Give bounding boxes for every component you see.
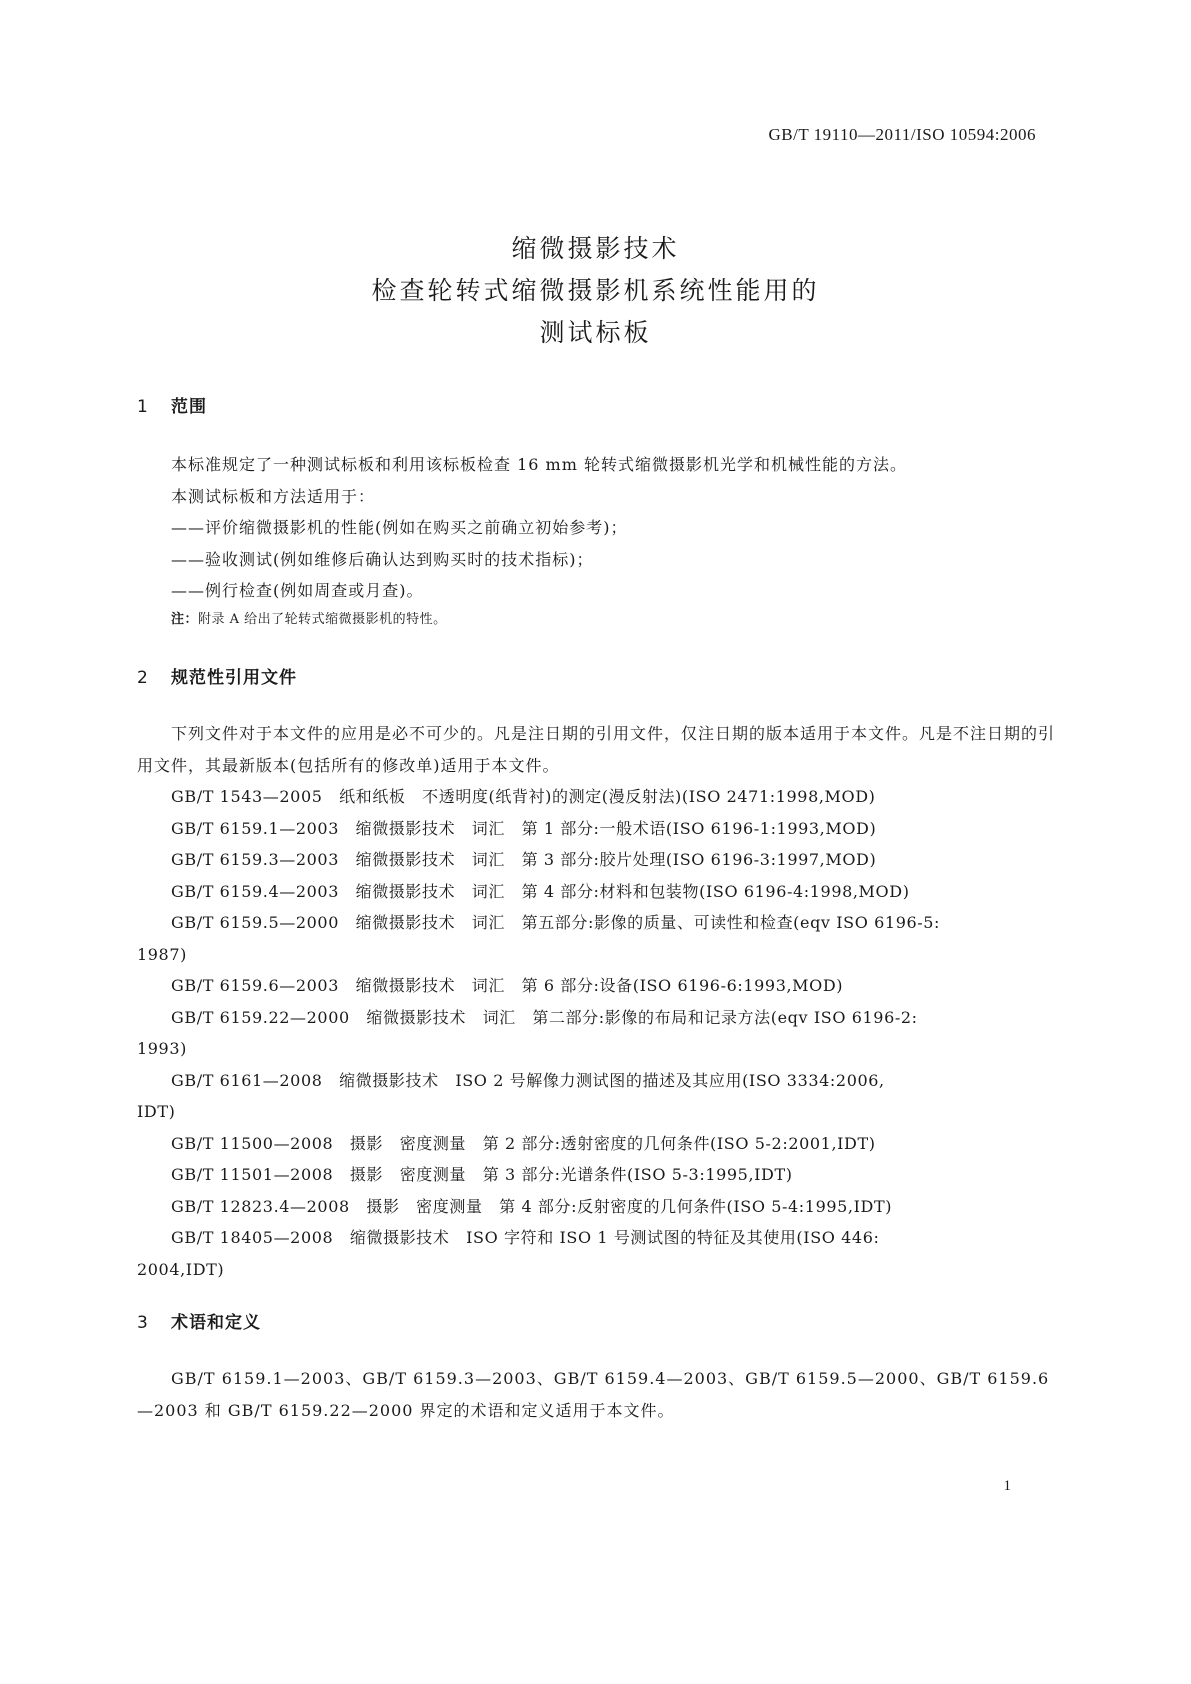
section-number: 3: [137, 1313, 149, 1333]
reference-text: GB/T 6161—2008 缩微摄影技术 ISO 2 号解像力测试图的描述及其应用(ISO 3334:2006,: [171, 1070, 885, 1090]
scope-paragraph-1: 本标准规定了一种测试标板和利用该标板检查 16 mm 轮转式缩微摄影机光学和机械性能的方法。: [171, 455, 907, 474]
title-line-2: 检查轮转式缩微摄影机系统性能用的: [371, 276, 820, 305]
standard-number-header: GB/T 19110—2011/ISO 10594:2006: [768, 125, 1036, 144]
reference-entry: [137, 781, 1057, 813]
reference-text: GB/T 18405—2008 缩微摄影技术 ISO 字符和 ISO 1 号测试图的特征及其使用(ISO 446:: [171, 1228, 880, 1247]
section-title: 术语和定义: [171, 1313, 261, 1333]
reference-text: GB/T 6159.4—2003 缩微摄影技术 词汇 第 4 部分:材料和包装物(ISO 6196-4:1998,MOD): [171, 881, 910, 901]
section-heading-references: [137, 663, 1057, 688]
document-title: [0, 228, 1191, 354]
note-label: 注：: [171, 611, 199, 627]
section-references: [137, 663, 1057, 688]
scope-paragraph-2: 本测试标板和方法适用于：: [171, 486, 376, 506]
section-scope-body: [137, 449, 1057, 633]
references-intro: 下列文件对于本文件的应用是必不可少的。凡是注日期的引用文件，仅注日期的版本适用于本文件。凡是不注日期的引用文件，其最新版本(包括所有的修改单)适用于本文件。: [137, 724, 1056, 775]
section-title: 规范性引用文件: [171, 668, 297, 688]
reference-text: GB/T 6159.6—2003 缩微摄影技术 词汇 第 6 部分:设备(ISO 6196-6:1993,MOD): [171, 976, 844, 995]
scope-item-3: ——例行检查(例如周查或月查)。: [171, 581, 424, 600]
reference-text: GB/T 11501—2008 摄影 密度测量 第 3 部分:光谱条件(ISO 5-3:1995,IDT): [171, 1165, 793, 1184]
reference-entry: [137, 907, 1057, 970]
reference-entry: [137, 1002, 1057, 1065]
reference-entry: [137, 1065, 1057, 1128]
reference-text-continuation: 1993): [137, 1039, 187, 1058]
section-number: 2: [137, 668, 149, 688]
section-references-body: [137, 718, 1057, 1285]
reference-entry: [137, 844, 1057, 876]
reference-list: [137, 781, 1057, 1285]
reference-entry: [137, 1191, 1057, 1223]
scope-item-1: ——评价缩微摄影机的性能(例如在购买之前确立初始参考)；: [171, 518, 628, 537]
section-title: 范围: [171, 397, 207, 417]
scope-note: [137, 607, 1057, 633]
reference-entry: [137, 876, 1057, 908]
reference-text-continuation: 1987): [137, 944, 187, 964]
reference-entry: [137, 813, 1057, 845]
title-line-3: 测试标板: [539, 318, 652, 347]
reference-text-continuation: IDT): [137, 1102, 176, 1121]
section-terms-body: [137, 1363, 1057, 1426]
reference-text: GB/T 6159.5—2000 缩微摄影技术 词汇 第五部分:影像的质量、可读性和检查(eqv ISO 6196-5:: [171, 913, 941, 932]
reference-text: GB/T 11500—2008 摄影 密度测量 第 2 部分:透射密度的几何条件(ISO 5-2:2001,IDT): [171, 1133, 876, 1153]
scope-item-2: ——验收测试(例如维修后确认达到购买时的技术指标)；: [171, 549, 594, 569]
reference-text: GB/T 6159.3—2003 缩微摄影技术 词汇 第 3 部分:胶片处理(ISO 6196-3:1997,MOD): [171, 850, 877, 869]
section-scope: [137, 392, 1057, 417]
terms-paragraph: GB/T 6159.1—2003、GB/T 6159.3—2003、GB/T 6159.4—2003、GB/T 6159.5—2000、GB/T 6159.6—2003 和 GB/T 6159.22—2000 界定的术语和定义适用于本文件。: [137, 1369, 1050, 1420]
section-heading-scope: [137, 392, 1057, 417]
note-text: 附录 A 给出了轮转式缩微摄影机的特性。: [198, 611, 447, 627]
page-number: 1: [1003, 1478, 1011, 1494]
section-heading-terms: [137, 1308, 1057, 1333]
section-terms: [137, 1308, 1057, 1333]
reference-text: GB/T 1543—2005 纸和纸板 不透明度(纸背衬)的测定(漫反射法)(ISO 2471:1998,MOD): [171, 787, 876, 806]
reference-text: GB/T 12823.4—2008 摄影 密度测量 第 4 部分:反射密度的几何条件(ISO 5-4:1995,IDT): [171, 1196, 893, 1216]
reference-entry: [137, 1159, 1057, 1191]
reference-entry: [137, 1222, 1057, 1285]
reference-entry: [137, 970, 1057, 1002]
reference-text-continuation: 2004,IDT): [137, 1259, 225, 1279]
reference-entry: [137, 1128, 1057, 1160]
section-number: 1: [137, 397, 149, 417]
title-line-1: 缩微摄影技术: [511, 234, 680, 263]
reference-text: GB/T 6159.1—2003 缩微摄影技术 词汇 第 1 部分:一般术语(ISO 6196-1:1993,MOD): [171, 818, 877, 838]
reference-text: GB/T 6159.22—2000 缩微摄影技术 词汇 第二部分:影像的布局和记录方法(eqv ISO 6196-2:: [171, 1007, 918, 1027]
